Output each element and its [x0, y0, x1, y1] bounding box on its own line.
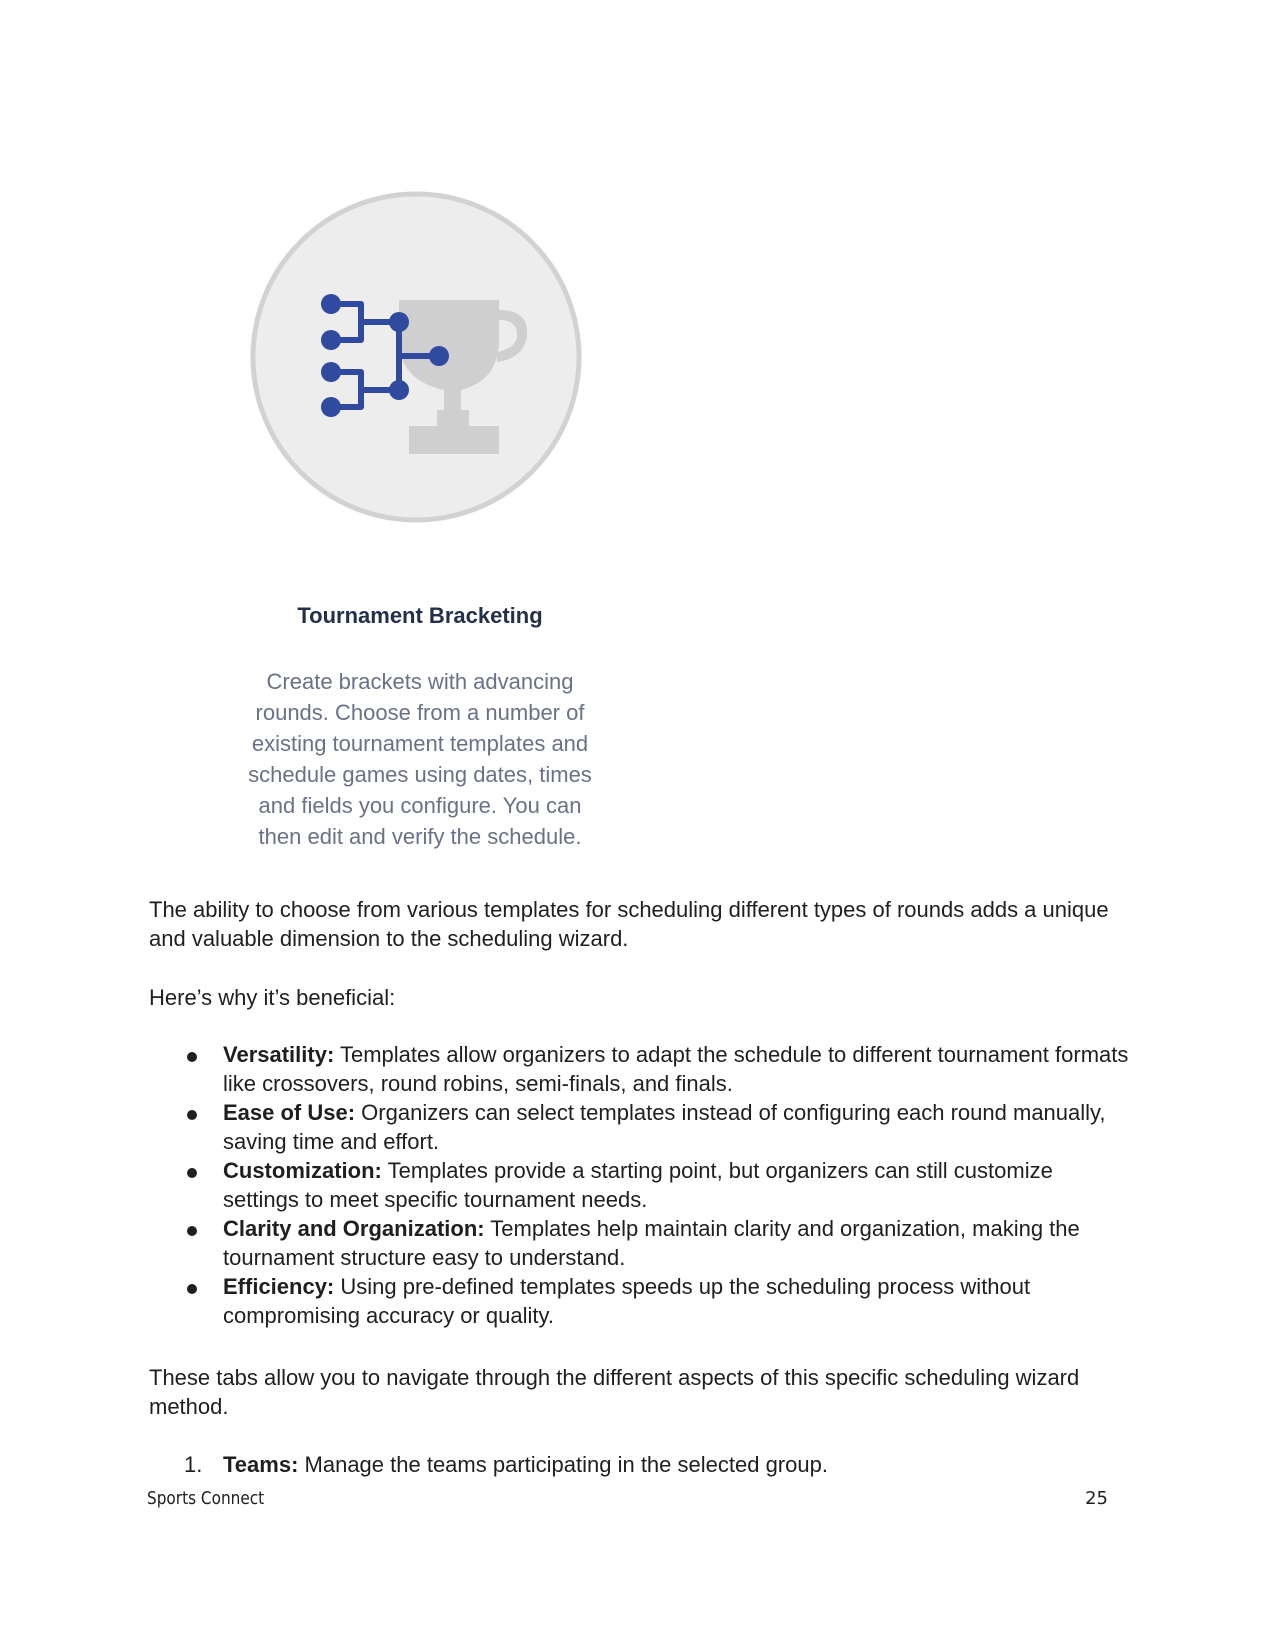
- list-item: [149, 1040, 1129, 1098]
- feature-title: Tournament Bracketing: [297, 603, 543, 628]
- benefit-text: Using pre-defined templates speeds up the scheduling process without compromising accuracy or quality.: [223, 1274, 1031, 1328]
- bullet-icon: [187, 1110, 197, 1120]
- list-item: [149, 1450, 1129, 1479]
- tabs-intro-paragraph: These tabs allow you to navigate through the different aspects of this specific scheduling wizard method.: [149, 1365, 1080, 1419]
- feature-description-line: rounds. Choose from a number of: [255, 700, 585, 725]
- benefit-term: Clarity and Organization:: [223, 1216, 485, 1241]
- list-item: [149, 1214, 1129, 1272]
- intro-paragraph: The ability to choose from various templates for scheduling different types of rounds adds a unique and valuable dimension to the scheduling wizard.: [149, 897, 1109, 951]
- list-item: [149, 1156, 1129, 1214]
- benefit-text: Templates help maintain clarity and organization, making the tournament structure easy to understand.: [223, 1216, 1080, 1270]
- bullet-icon: [187, 1284, 197, 1294]
- tab-text: Manage the teams participating in the selected group.: [298, 1452, 828, 1477]
- page-number: 25: [1085, 1488, 1108, 1509]
- feature-description-line: schedule games using dates, times: [248, 762, 592, 787]
- benefit-term: Efficiency:: [223, 1274, 335, 1299]
- list-number: 1.: [184, 1452, 203, 1477]
- benefit-list: [149, 1040, 1129, 1330]
- benefit-term: Ease of Use:: [223, 1100, 356, 1125]
- list-item: [149, 1098, 1129, 1156]
- list-item: [149, 1272, 1129, 1330]
- feature-description-line: and fields you configure. You can: [258, 793, 582, 818]
- bullet-icon: [187, 1226, 197, 1236]
- tabs-list: [149, 1450, 1129, 1479]
- benefit-text: Templates provide a starting point, but organizers can still customize settings to meet specific tournament needs.: [223, 1158, 1053, 1212]
- footer-brand: Sports Connect: [147, 1488, 265, 1509]
- feature-description-line: Create brackets with advancing: [266, 669, 574, 694]
- feature-description: [220, 666, 620, 852]
- feature-description-line: existing tournament templates and: [251, 731, 589, 756]
- benefit-text: Organizers can select templates instead of configuring each round manually, saving time and effort.: [223, 1100, 1106, 1154]
- bullet-icon: [187, 1168, 197, 1178]
- why-heading: Here’s why it’s beneficial:: [149, 985, 396, 1010]
- bullet-icon: [187, 1052, 197, 1062]
- benefit-term: Versatility:: [223, 1042, 335, 1067]
- tab-term: Teams:: [223, 1452, 299, 1477]
- benefit-term: Customization:: [223, 1158, 382, 1183]
- benefit-text: Templates allow organizers to adapt the schedule to different tournament formats like crossovers, round robins, semi-finals, and finals.: [223, 1042, 1129, 1096]
- tournament-bracket-trophy-icon: [249, 190, 583, 524]
- feature-description-line: then edit and verify the schedule.: [258, 824, 582, 849]
